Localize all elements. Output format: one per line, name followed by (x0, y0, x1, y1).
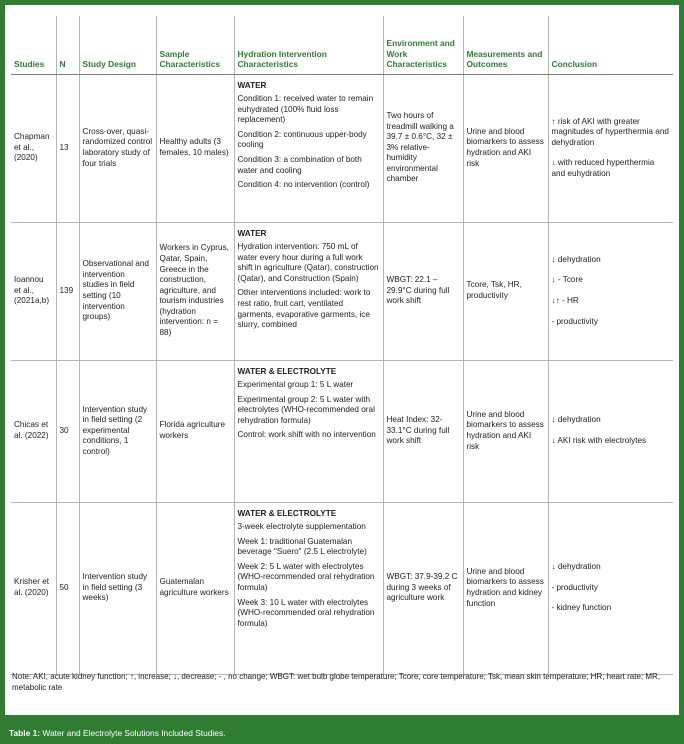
cell-study: Chicas et al. (2022) (11, 360, 56, 502)
hydration-line: Hydration intervention: 750 mL of water every hour during a full work shift in agriculture (Qatar), construction (Qatar), and Construction (Spain) (237, 242, 379, 283)
header-design: Study Design (79, 16, 156, 74)
studies-table (11, 16, 673, 675)
cell-design: Intervention study in field setting (2 experimental conditions, 1 control) (79, 360, 156, 502)
conclusion-item: ↓ dehydration (551, 415, 601, 425)
cell-hydration (234, 502, 383, 674)
hydration-line: Week 2: 5 L water with electrolytes (WHO-recommended oral rehydration formula) (237, 561, 375, 593)
table-row (11, 74, 673, 222)
cell-sample: Healthy adults (3 females, 10 males) (156, 74, 234, 222)
cell-measurements: Tcore, Tsk, HR, productivity (463, 222, 548, 360)
cell-n: 13 (56, 74, 79, 222)
conclusion-item: ↓ with reduced hyperthermia and euhydration (551, 158, 655, 178)
hydration-title: WATER & ELECTROLYTE (237, 508, 337, 518)
cell-study: Krisher et al. (2020) (11, 502, 56, 674)
conclusion-item: ↓↑ - HR (551, 296, 579, 305)
cell-environment: WBGT: 22.1 – 29.9°C during full work shift (383, 222, 463, 360)
header-environment: Environment and Work Characteristics (383, 16, 463, 74)
header-hydration: Hydration Intervention Characteristics (234, 16, 383, 74)
table-row (11, 360, 673, 502)
cell-environment: WBGT: 37.9-39.2 C during 3 weeks of agriculture work (383, 502, 463, 674)
cell-n: 50 (56, 502, 79, 674)
hydration-line: Experimental group 1: 5 L water (237, 380, 354, 390)
cell-n: 139 (56, 222, 79, 360)
hydration-title: WATER (237, 228, 267, 238)
table-note: Note: AKI, acute kidney function; ↑, increase; ↓, decrease; - , no change; WBGT: wet bulb globe temperature; Tcore, core temperature; Tsk, mean skin temperature; HR, heart rate; MR, metabolic rate (12, 672, 661, 692)
hydration-line: Condition 1: received water to remain euhydrated (100% fluid loss replacement) (237, 94, 374, 125)
caption-label: Table 1: (9, 728, 41, 738)
conclusion-item: ↑ risk of AKI with greater magnitudes of hyperthermia and dehydration (551, 116, 669, 147)
header-sample: Sample Characteristics (156, 16, 234, 74)
hydration-line: Week 1: traditional Guatemalan beverage "Suero" (2.5 L electrolyte) (237, 536, 367, 557)
hydration-line: Condition 2: continuous upper-body cooling (237, 129, 367, 150)
cell-study: Chapman et al., (2020) (11, 74, 56, 222)
cell-conclusion (548, 74, 673, 222)
conclusion-item: - productivity (551, 582, 598, 592)
hydration-line: Condition 3: a combination of both water and cooling (237, 155, 362, 175)
cell-conclusion (548, 222, 673, 360)
cell-measurements: Urine and blood biomarkers to assess hydration and kidney function (463, 502, 548, 674)
cell-hydration (234, 360, 383, 502)
cell-hydration (234, 222, 383, 360)
conclusion-item: ↓ dehydration (551, 254, 601, 264)
cell-sample: Guatemalan agriculture workers (156, 502, 234, 674)
header-conclusion: Conclusion (548, 16, 673, 74)
cell-n: 30 (56, 360, 79, 502)
cell-design: Cross-over, quasi-randomized control laboratory study of four trials (79, 74, 156, 222)
cell-design: Observational and intervention studies in field setting (10 intervention groups) (79, 222, 156, 360)
table-caption (9, 728, 225, 738)
cell-hydration (234, 74, 383, 222)
cell-conclusion (548, 502, 673, 674)
conclusion-item: ↓ - Tcore (551, 275, 583, 285)
header-row (11, 16, 673, 74)
caption-text: Water and Electrolyte Solutions Included Studies. (40, 728, 226, 738)
conclusion-item: ↓ AKI risk with electrolytes (551, 436, 647, 445)
table-row (11, 502, 673, 674)
cell-design: Intervention study in field setting (3 weeks) (79, 502, 156, 674)
hydration-title: WATER (237, 80, 267, 90)
conclusion-item: - productivity (551, 316, 598, 326)
cell-environment: Two hours of treadmill walking a 39.7 ± 0.6°C, 32 ± 3% relative-humidity environmental chamber (383, 74, 463, 222)
hydration-line: Other interventions included: work to rest ratio, fruit cart, ventilated garments, evaporative garments, ice slurry, combined (237, 288, 371, 330)
header-studies: Studies (11, 16, 56, 74)
cell-measurements: Urine and blood biomarkers to assess hydration and AKI risk (463, 360, 548, 502)
header-measurements: Measurements and Outcomes (463, 16, 548, 74)
hydration-title: WATER & ELECTROLYTE (237, 366, 337, 376)
cell-sample: Florida agriculture workers (156, 360, 234, 502)
cell-environment: Heat Index: 32-33.1°C during full work shift (383, 360, 463, 502)
cell-measurements: Urine and blood biomarkers to assess hydration and AKI risk (463, 74, 548, 222)
cell-conclusion (548, 360, 673, 502)
hydration-line: 3-week electrolyte supplementation (237, 522, 366, 532)
table-frame (5, 5, 679, 715)
conclusion-item: - kidney function (551, 603, 612, 613)
hydration-line: Week 3: 10 L water with electrolytes (WHO-recommended oral rehydration formula) (237, 597, 375, 628)
hydration-line: Experimental group 2: 5 L water with electrolytes (WHO-recommended oral rehydration formula) (237, 394, 375, 425)
conclusion-item: ↓ dehydration (551, 562, 601, 572)
header-n: N (56, 16, 79, 74)
hydration-line: Condition 4: no intervention (control) (237, 180, 370, 190)
cell-study: Ioannou et al., (2021a,b) (11, 222, 56, 360)
hydration-line: Control: work shift with no intervention (237, 430, 376, 440)
cell-sample: Workers in Cyprus, Qatar, Spain, Greece in the construction, agriculture, and tourism industries (hydration intervention: n = 88) (156, 222, 234, 360)
table-row (11, 222, 673, 360)
